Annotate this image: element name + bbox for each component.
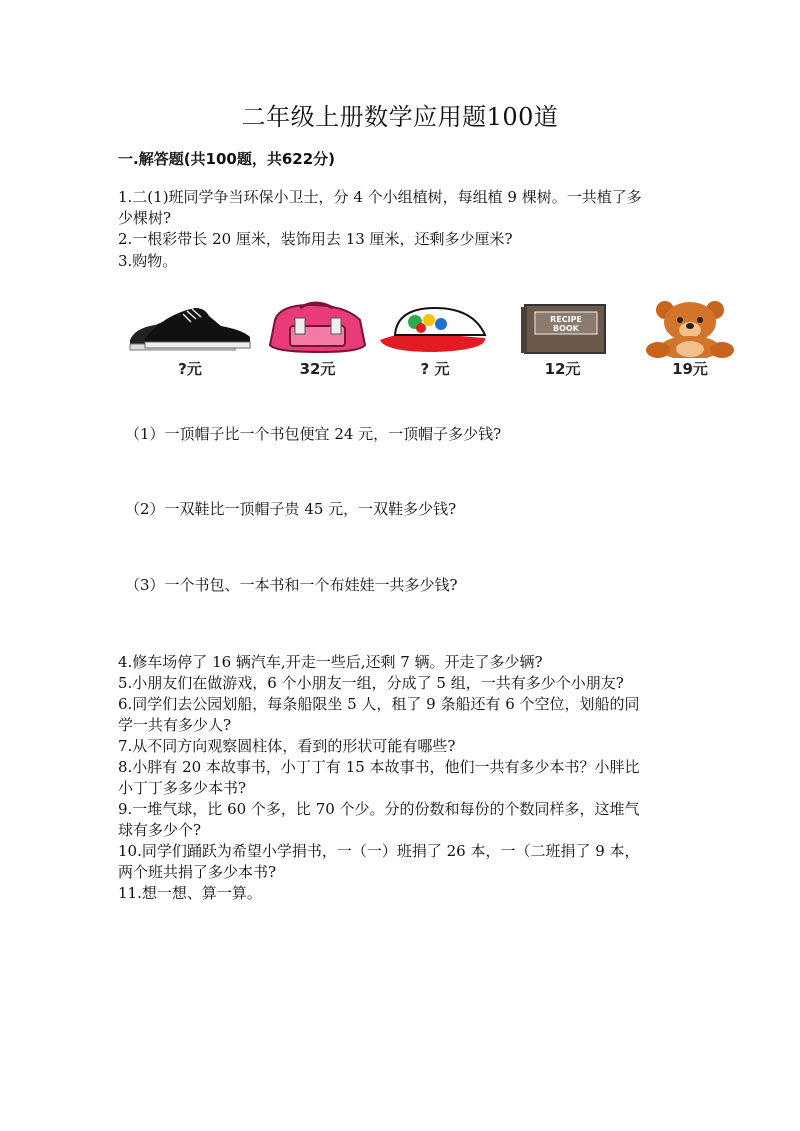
shoes-item bbox=[125, 300, 255, 385]
question-11: 11.想一想、算一算。 bbox=[118, 884, 262, 902]
question-4: 4.修车场停了 16 辆汽车,开走一些后,还剩 7 辆。开走了多少辆? bbox=[118, 653, 543, 671]
question-9-line-1: 9.一堆气球，比 60 个多，比 70 个少。分的份数和每份的个数同样多，这堆气 bbox=[118, 800, 640, 818]
question-10-line-2: 两个班共捐了多少本书? bbox=[118, 863, 277, 881]
question-10-line-1: 10.同学们踊跃为希望小学捐书，一（一）班捐了 26 本，一（二班捐了 9 本， bbox=[118, 842, 640, 860]
question-3-part-1: （1）一顶帽子比一个书包便宜 24 元，一顶帽子多少钱? bbox=[125, 425, 502, 443]
teddy-bear-icon bbox=[630, 300, 750, 358]
hat-price: ? 元 bbox=[420, 360, 450, 378]
question-6-line-2: 学一共有多少人? bbox=[118, 716, 232, 734]
hat-icon bbox=[375, 300, 495, 355]
question-8-line-2: 小丁丁多多少本书? bbox=[118, 779, 247, 797]
bag-price: 32元 bbox=[299, 360, 336, 378]
bear-price: 19元 bbox=[672, 360, 708, 378]
book-item bbox=[515, 300, 610, 385]
question-8-line-1: 8.小胖有 20 本故事书，小丁丁有 15 本故事书，他们一共有多少本书？小胖比 bbox=[118, 758, 640, 776]
bear-item bbox=[630, 300, 750, 385]
bag-item bbox=[265, 300, 370, 385]
shoes-icon bbox=[125, 300, 255, 355]
question-3: 3.购物。 bbox=[118, 252, 178, 270]
svg-text:RECIPE: RECIPE bbox=[550, 315, 582, 324]
hat-item bbox=[375, 300, 495, 385]
question-3-part-3: （3）一个书包、一本书和一个布娃娃一共多少钱? bbox=[125, 576, 458, 594]
question-2: 2.一根彩带长 20 厘米，装饰用去 13 厘米，还剩多少厘米? bbox=[118, 230, 513, 248]
page-title: 二年级上册数学应用题100道 bbox=[241, 103, 559, 131]
section-heading: 一.解答题(共100题，共622分) bbox=[118, 150, 336, 168]
bag-icon bbox=[265, 300, 370, 355]
svg-text:BOOK: BOOK bbox=[553, 324, 579, 333]
question-7: 7.从不同方向观察圆柱体，看到的形状可能有哪些? bbox=[118, 737, 456, 755]
question-6-line-1: 6.同学们去公园划船，每条船限坐 5 人，租了 9 条船还有 6 个空位，划船的同 bbox=[118, 695, 640, 713]
question-1-line-2: 少棵树? bbox=[118, 209, 172, 227]
question-3-part-2: （2）一双鞋比一顶帽子贵 45 元，一双鞋多少钱? bbox=[125, 500, 457, 518]
shoes-price: ?元 bbox=[178, 360, 202, 378]
book-icon bbox=[515, 300, 610, 355]
book-price: 12元 bbox=[544, 360, 581, 378]
question-9-line-2: 球有多少个? bbox=[118, 821, 202, 839]
question-1-line-1: 1.二(1)班同学争当环保小卫士，分 4 个小组植树，每组植 9 棵树。一共植了多 bbox=[118, 188, 642, 206]
shopping-items bbox=[125, 300, 755, 385]
question-5: 5.小朋友们在做游戏，6 个小朋友一组，分成了 5 组，一共有多少个小朋友? bbox=[118, 674, 624, 692]
